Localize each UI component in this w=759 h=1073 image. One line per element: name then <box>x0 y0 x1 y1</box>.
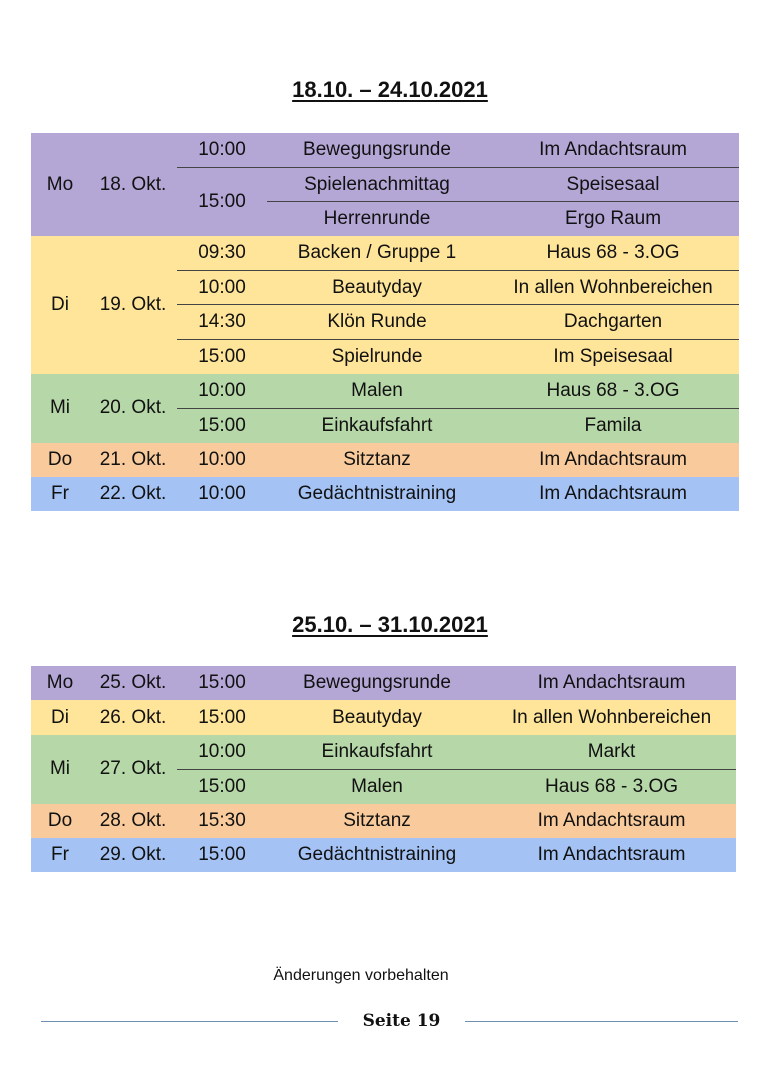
activity-cell: Spielenachmittag <box>267 167 487 201</box>
location-cell: Haus 68 - 3.OG <box>487 769 736 803</box>
location-cell: Im Andachtsraum <box>537 844 686 866</box>
activity-cell: Einkaufsfahrt <box>321 740 433 762</box>
schedule-row <box>31 477 739 511</box>
time-cell: 15:00 <box>177 408 267 442</box>
activity-cell: Backen / Gruppe 1 <box>297 242 457 264</box>
weekday-cell: Mi <box>31 374 89 443</box>
location-cell: Haus 68 - 3.OG <box>546 242 680 264</box>
date-cell: 25. Okt. <box>89 666 177 700</box>
location-cell: Im Andachtsraum <box>539 483 687 505</box>
location-cell: In allen Wohnbereichen <box>487 271 739 305</box>
page-number: Seite 19 <box>362 1011 441 1031</box>
date-cell: 29. Okt. <box>89 838 177 872</box>
week-2-schedule-table <box>31 666 736 872</box>
date-cell: 27. Okt. <box>89 735 177 804</box>
date-cell: 28. Okt. <box>89 804 177 838</box>
time-cell: 15:00 <box>177 769 267 803</box>
activity-cell: Bewegungsrunde <box>303 672 451 694</box>
time-cell: 15:00 <box>177 167 267 236</box>
time-cell: 15:00 <box>177 339 267 373</box>
weekday-cell: Fr <box>31 838 89 872</box>
activity-cell: Einkaufsfahrt <box>267 408 487 442</box>
time-cell: 10:00 <box>198 138 246 160</box>
location-cell: Haus 68 - 3.OG <box>546 379 680 401</box>
activity-cell: Malen <box>267 769 487 803</box>
activity-cell: Beautyday <box>332 706 422 728</box>
date-cell: 21. Okt. <box>89 443 177 477</box>
time-cell: 10:00 <box>198 379 246 401</box>
location-cell: Ergo Raum <box>487 202 739 236</box>
week-1-title: 18.10. – 24.10.2021 <box>292 77 488 102</box>
time-cell: 14:30 <box>177 305 267 339</box>
weekday-cell: Fr <box>31 477 89 511</box>
weekday-cell: Mi <box>31 735 89 804</box>
activity-cell: Beautyday <box>267 271 487 305</box>
time-cell: 10:00 <box>198 483 246 505</box>
weekday-cell: Mo <box>31 666 89 700</box>
activity-cell: Spielrunde <box>267 339 487 373</box>
location-cell: Markt <box>587 740 636 762</box>
date-cell: 26. Okt. <box>89 700 177 734</box>
date-cell: 18. Okt. <box>89 133 177 236</box>
weekday-cell: Do <box>31 804 89 838</box>
weekday-cell: Mo <box>31 133 89 236</box>
location-cell: Im Speisesaal <box>487 339 739 373</box>
activity-cell: Bewegungsrunde <box>303 138 451 160</box>
time-cell: 15:00 <box>198 672 246 694</box>
time-cell: 15:00 <box>198 706 246 728</box>
time-cell: 10:00 <box>177 271 267 305</box>
footer-rule-right <box>465 1021 738 1022</box>
schedule-row <box>31 804 736 838</box>
activity-cell: Gedächtnistraining <box>297 483 457 505</box>
activity-cell: Herrenrunde <box>267 202 487 236</box>
location-cell: In allen Wohnbereichen <box>511 706 712 728</box>
time-cell: 10:00 <box>198 740 246 762</box>
schedule-row <box>31 133 739 167</box>
location-cell: Famila <box>487 408 739 442</box>
time-cell: 15:00 <box>198 844 246 866</box>
location-cell: Im Andachtsraum <box>537 809 686 831</box>
activity-cell: Malen <box>351 379 403 401</box>
time-cell: 10:00 <box>198 448 246 470</box>
location-cell: Im Andachtsraum <box>537 672 686 694</box>
schedule-row <box>31 236 739 270</box>
footer-rule-left <box>41 1021 338 1022</box>
activity-cell: Sitztanz <box>343 809 411 831</box>
weekday-cell: Di <box>31 236 89 374</box>
schedule-row <box>31 838 736 872</box>
weekday-cell: Di <box>31 700 89 734</box>
location-cell: Dachgarten <box>487 305 739 339</box>
schedule-row <box>31 443 739 477</box>
schedule-row <box>31 666 736 700</box>
schedule-row <box>31 374 739 408</box>
changes-reserved-note: Änderungen vorbehalten <box>273 967 449 984</box>
date-cell: 19. Okt. <box>89 236 177 374</box>
date-cell: 20. Okt. <box>89 374 177 443</box>
location-cell: Speisesaal <box>487 167 739 201</box>
week-1-schedule-table <box>31 133 739 511</box>
time-cell: 09:30 <box>198 242 246 264</box>
activity-cell: Sitztanz <box>343 448 411 470</box>
activity-cell: Gedächtnistraining <box>297 844 457 866</box>
activity-cell: Klön Runde <box>267 305 487 339</box>
schedule-row <box>31 735 736 769</box>
date-cell: 22. Okt. <box>89 477 177 511</box>
location-cell: Im Andachtsraum <box>539 138 687 160</box>
location-cell: Im Andachtsraum <box>539 448 687 470</box>
time-cell: 15:30 <box>198 809 246 831</box>
week-2-title: 25.10. – 31.10.2021 <box>292 612 488 637</box>
schedule-row <box>31 700 736 734</box>
weekday-cell: Do <box>31 443 89 477</box>
